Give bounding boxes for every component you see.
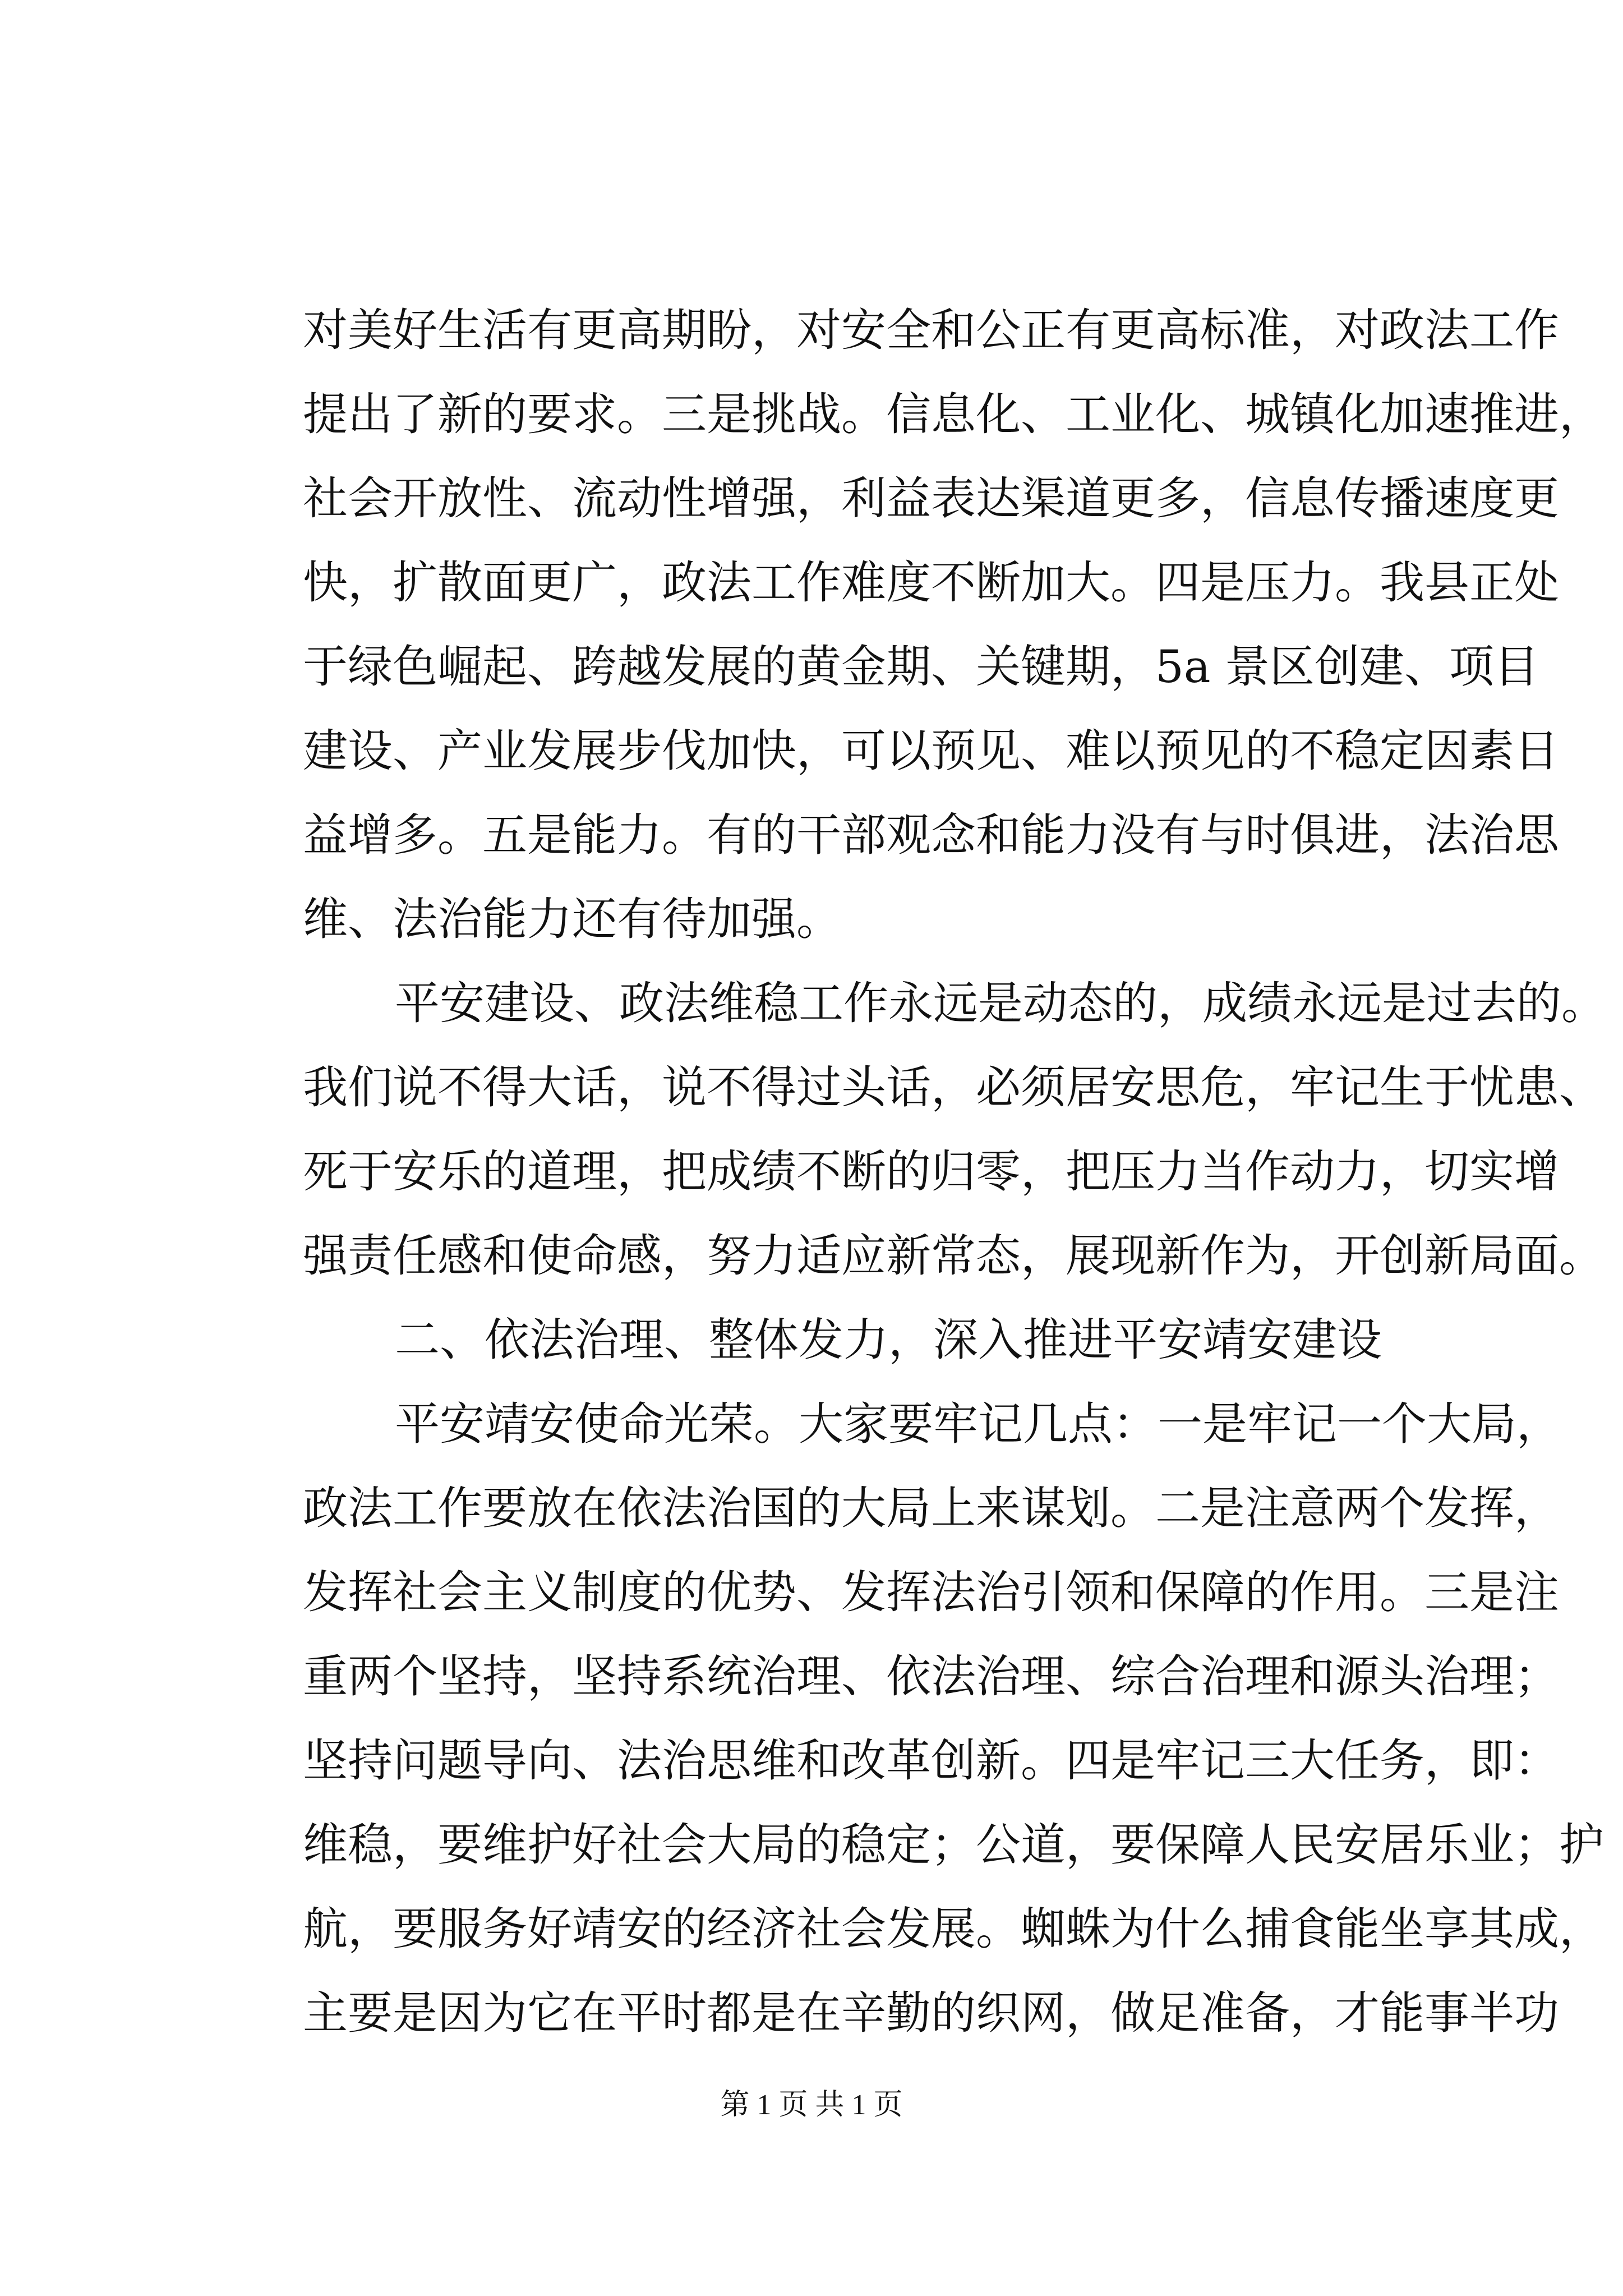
text-line: 航，要服务好靖安的经济社会发展。蜘蛛为什么捕食能坐享其成，	[303, 1903, 1604, 1955]
text-line: 于绿色崛起、跨越发展的黄金期、关键期，5a 景区创建、项目	[303, 641, 1539, 693]
text-line: 维、法治能力还有待加强。	[303, 893, 841, 945]
text-line: 建设、产业发展步伐加快，可以预见、难以预见的不稳定因素日	[303, 725, 1559, 777]
text-line: 我们说不得大话，说不得过头话，必须居安思危，牢记生于忧患、	[303, 1061, 1604, 1114]
text-line: 死于安乐的道理，把成绩不断的归零，把压力当作动力，切实增	[303, 1145, 1559, 1198]
text-line: 发挥社会主义制度的优势、发挥法治引领和保障的作用。三是注	[303, 1566, 1559, 1618]
text-line: 政法工作要放在依法治国的大局上来谋划。二是注意两个发挥，	[303, 1482, 1559, 1534]
page-footer: 第 1 页 共 1 页	[720, 2089, 903, 2121]
text-line: 提出了新的要求。三是挑战。信息化、工业化、城镇化加速推进，	[303, 388, 1604, 440]
text-line: 强责任感和使命感，努力适应新常态，展现新作为，开创新局面。	[303, 1230, 1604, 1282]
text-line: 社会开放性、流动性增强，利益表达渠道更多，信息传播速度更	[303, 472, 1559, 524]
text-line: 快，扩散面更广，政法工作难度不断加大。四是压力。我县正处	[303, 556, 1559, 609]
text-line: 坚持问题导向、法治思维和改革创新。四是牢记三大任务，即：	[303, 1734, 1559, 1787]
text-line: 重两个坚持，坚持系统治理、依法治理、综合治理和源头治理；	[303, 1650, 1559, 1703]
section-heading: 二、依法治理、整体发力，深入推进平安靖安建设	[395, 1314, 1382, 1366]
text-line: 益增多。五是能力。有的干部观念和能力没有与时俱进，法治思	[303, 809, 1559, 861]
paragraph-first-line: 平安靖安使命光荣。大家要牢记几点：一是牢记一个大局，	[395, 1398, 1561, 1450]
text-line: 对美好生活有更高期盼，对安全和公正有更高标准，对政法工作	[303, 304, 1559, 356]
paragraph-first-line: 平安建设、政法维稳工作永远是动态的，成绩永远是过去的。	[395, 977, 1606, 1029]
text-line: 主要是因为它在平时都是在辛勤的织网，做足准备，才能事半功	[303, 1987, 1559, 2039]
text-line: 维稳，要维护好社会大局的稳定；公道，要保障人民安居乐业；护	[303, 1819, 1604, 1871]
